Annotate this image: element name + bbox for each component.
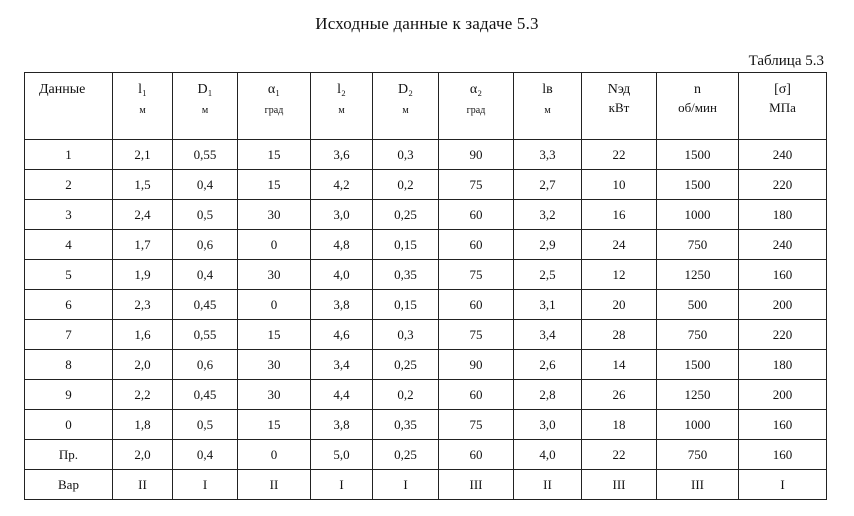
header-symbol: [σ] <box>774 82 791 97</box>
table-cell: 22 <box>582 440 657 470</box>
table-cell: 0,25 <box>373 440 439 470</box>
header-cell <box>373 73 439 140</box>
header-symbol: lв <box>542 82 553 97</box>
table-row <box>25 140 827 170</box>
table-cell: 200 <box>739 380 827 410</box>
table-cell: 30 <box>238 380 311 410</box>
table-cell: 30 <box>238 260 311 290</box>
table-cell: I <box>739 470 827 500</box>
row-label-cell: 3 <box>25 200 113 230</box>
table-cell: 1,9 <box>113 260 173 290</box>
table-cell: 2,6 <box>514 350 582 380</box>
table-cell: 0,4 <box>173 440 238 470</box>
table-cell: 1500 <box>657 350 739 380</box>
table-row <box>25 350 827 380</box>
table-cell: 24 <box>582 230 657 260</box>
table-cell: 60 <box>439 380 514 410</box>
document-title: Исходные данные к задаче 5.3 <box>315 14 539 33</box>
table-cell: 0,5 <box>173 200 238 230</box>
table-cell: III <box>657 470 739 500</box>
header-cell <box>439 73 514 140</box>
table-row <box>25 170 827 200</box>
header-row <box>25 73 827 140</box>
header-cell <box>657 73 739 140</box>
table-cell: I <box>373 470 439 500</box>
table-cell: I <box>173 470 238 500</box>
table-cell: 240 <box>739 140 827 170</box>
table-cell: 15 <box>238 410 311 440</box>
row-label-cell: 6 <box>25 290 113 320</box>
table-cell: 0,25 <box>373 200 439 230</box>
table-cell: II <box>238 470 311 500</box>
table-cell: 4,0 <box>514 440 582 470</box>
row-label-cell: 5 <box>25 260 113 290</box>
header-symbol: D₁ <box>197 82 213 97</box>
table-cell: 0,3 <box>373 140 439 170</box>
table-cell: 4,0 <box>311 260 373 290</box>
row-label-cell: 4 <box>25 230 113 260</box>
table-row <box>25 410 827 440</box>
table-cell: 0 <box>238 230 311 260</box>
table-cell: 26 <box>582 380 657 410</box>
table-cell: 75 <box>439 320 514 350</box>
table-cell: 0 <box>238 290 311 320</box>
header-unit: МПа <box>769 99 796 115</box>
table-cell: 30 <box>238 200 311 230</box>
table-cell: II <box>113 470 173 500</box>
header-unit: кВт <box>608 99 630 115</box>
table-cell: 3,0 <box>311 200 373 230</box>
header-cell <box>173 73 238 140</box>
header-unit: м <box>139 104 146 116</box>
data-table <box>24 72 827 500</box>
table-cell: 5,0 <box>311 440 373 470</box>
header-symbol: Данные <box>39 82 86 97</box>
table-cell: 240 <box>739 230 827 260</box>
table-cell: 60 <box>439 440 514 470</box>
table-cell: I <box>311 470 373 500</box>
table-cell: 0 <box>238 440 311 470</box>
table-cell: 3,8 <box>311 290 373 320</box>
header-symbol: α₂ <box>469 82 483 97</box>
row-label-cell: 1 <box>25 140 113 170</box>
table-cell: 60 <box>439 200 514 230</box>
table-cell: 90 <box>439 350 514 380</box>
table-cell: 3,4 <box>311 350 373 380</box>
table-cell: 2,3 <box>113 290 173 320</box>
table-cell: 16 <box>582 200 657 230</box>
table-cell: 2,1 <box>113 140 173 170</box>
header-cell <box>25 73 113 140</box>
table-cell: 15 <box>238 140 311 170</box>
table-cell: 180 <box>739 200 827 230</box>
table-cell: 0,45 <box>173 290 238 320</box>
table-cell: 2,4 <box>113 200 173 230</box>
table-cell: 1,7 <box>113 230 173 260</box>
header-symbol: D₂ <box>398 82 413 97</box>
table-cell: 3,8 <box>311 410 373 440</box>
table-cell: 2,0 <box>113 440 173 470</box>
header-unit: м <box>338 104 345 116</box>
table-cell: 3,6 <box>311 140 373 170</box>
table-cell: 0,6 <box>173 230 238 260</box>
table-cell: 4,4 <box>311 380 373 410</box>
header-cell <box>113 73 173 140</box>
row-label-cell: Пр. <box>25 440 113 470</box>
table-cell: 1000 <box>657 410 739 440</box>
table-cell: 0,55 <box>173 140 238 170</box>
header-symbol: α₁ <box>267 82 281 97</box>
table-cell: 1250 <box>657 380 739 410</box>
table-cell: II <box>514 470 582 500</box>
table-cell: 1250 <box>657 260 739 290</box>
table-cell: 4,8 <box>311 230 373 260</box>
header-symbol: Nэд <box>607 82 631 97</box>
row-label-cell: 8 <box>25 350 113 380</box>
table-row <box>25 230 827 260</box>
table-cell: 2,9 <box>514 230 582 260</box>
table-cell: 1,8 <box>113 410 173 440</box>
table-cell: 75 <box>439 260 514 290</box>
table-cell: 1,6 <box>113 320 173 350</box>
table-cell: III <box>439 470 514 500</box>
table-cell: 500 <box>657 290 739 320</box>
table-cell: III <box>582 470 657 500</box>
table-cell: 2,0 <box>113 350 173 380</box>
table-cell: 15 <box>238 320 311 350</box>
table-row <box>25 470 827 500</box>
table-cell: 2,2 <box>113 380 173 410</box>
table-cell: 1500 <box>657 140 739 170</box>
table-cell: 0,2 <box>373 170 439 200</box>
table-cell: 180 <box>739 350 827 380</box>
table-cell: 3,2 <box>514 200 582 230</box>
table-cell: 160 <box>739 410 827 440</box>
table-cell: 0,6 <box>173 350 238 380</box>
table-cell: 4,6 <box>311 320 373 350</box>
table-cell: 90 <box>439 140 514 170</box>
table-cell: 220 <box>739 170 827 200</box>
table-cell: 1,5 <box>113 170 173 200</box>
table-cell: 14 <box>582 350 657 380</box>
header-symbol: l₂ <box>337 82 346 97</box>
table-cell: 0,35 <box>373 410 439 440</box>
table-cell: 200 <box>739 290 827 320</box>
table-cell: 750 <box>657 320 739 350</box>
table-cell: 3,1 <box>514 290 582 320</box>
table-cell: 750 <box>657 440 739 470</box>
table-cell: 1000 <box>657 200 739 230</box>
header-unit: об/мин <box>678 99 717 115</box>
table-cell: 750 <box>657 230 739 260</box>
header-cell <box>739 73 827 140</box>
table-cell: 0,3 <box>373 320 439 350</box>
table-cell: 2,5 <box>514 260 582 290</box>
table-cell: 0,4 <box>173 260 238 290</box>
table-cell: 75 <box>439 170 514 200</box>
table-cell: 1500 <box>657 170 739 200</box>
header-unit: град <box>466 104 486 116</box>
table-cell: 3,3 <box>514 140 582 170</box>
header-cell <box>238 73 311 140</box>
table-body <box>25 140 827 500</box>
row-label-cell: Вар <box>25 470 113 500</box>
header-unit: м <box>544 104 551 116</box>
table-cell: 0,35 <box>373 260 439 290</box>
table-cell: 28 <box>582 320 657 350</box>
table-cell: 0,45 <box>173 380 238 410</box>
row-label-cell: 2 <box>25 170 113 200</box>
row-label-cell: 9 <box>25 380 113 410</box>
table-cell: 2,7 <box>514 170 582 200</box>
table-row <box>25 320 827 350</box>
row-label-cell: 0 <box>25 410 113 440</box>
header-unit: м <box>201 104 209 116</box>
table-cell: 0,5 <box>173 410 238 440</box>
table-cell: 3,0 <box>514 410 582 440</box>
table-cell: 20 <box>582 290 657 320</box>
table-cell: 15 <box>238 170 311 200</box>
table-row <box>25 440 827 470</box>
table-cell: 60 <box>439 290 514 320</box>
header-symbol: l₁ <box>138 82 147 97</box>
table-cell: 75 <box>439 410 514 440</box>
table-cell: 3,4 <box>514 320 582 350</box>
table-cell: 60 <box>439 230 514 260</box>
table-cell: 30 <box>238 350 311 380</box>
table-cell: 22 <box>582 140 657 170</box>
header-unit: м <box>402 104 409 116</box>
header-cell <box>582 73 657 140</box>
table-cell: 0,15 <box>373 230 439 260</box>
header-cell <box>311 73 373 140</box>
table-cell: 0,4 <box>173 170 238 200</box>
table-caption: Таблица 5.3 <box>748 53 824 69</box>
table-row <box>25 200 827 230</box>
table-cell: 220 <box>739 320 827 350</box>
table-cell: 2,8 <box>514 380 582 410</box>
header-symbol: n <box>694 82 701 97</box>
header-cell <box>514 73 582 140</box>
table-cell: 10 <box>582 170 657 200</box>
table-cell: 18 <box>582 410 657 440</box>
table-cell: 0,25 <box>373 350 439 380</box>
table-cell: 160 <box>739 260 827 290</box>
table-cell: 0,15 <box>373 290 439 320</box>
table-cell: 0,2 <box>373 380 439 410</box>
table-cell: 0,55 <box>173 320 238 350</box>
header-unit: град <box>264 104 284 116</box>
table-cell: 4,2 <box>311 170 373 200</box>
table-cell: 160 <box>739 440 827 470</box>
table-row <box>25 260 827 290</box>
table-row <box>25 290 827 320</box>
table-cell: 12 <box>582 260 657 290</box>
row-label-cell: 7 <box>25 320 113 350</box>
table-row <box>25 380 827 410</box>
